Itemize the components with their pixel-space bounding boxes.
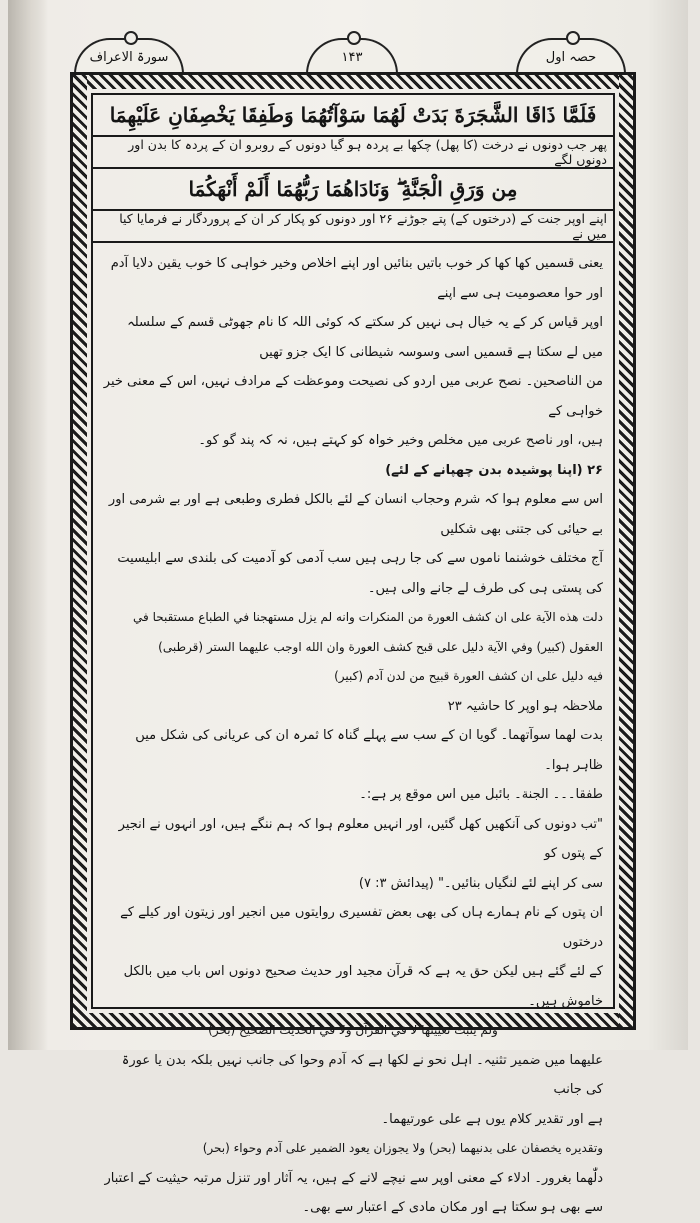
page-number: ۱۴۳ — [341, 49, 363, 65]
bible-quote-line: "تب دونوں کی آنکھیں کھل گئیں، اور انہیں معلوم ہوا کہ ہم ننگے ہیں، اور انہوں نے انجیر کے پتوں کو — [118, 816, 603, 861]
cross-reference-line: ملاحظہ ہو اوپر کا حاشیہ ۲۳ — [447, 698, 603, 714]
ornament-finial — [347, 31, 361, 45]
ornament-finial — [124, 31, 138, 45]
header-ornament-left — [74, 38, 184, 74]
commentary-line: دلّٰهما بغرور۔ ادلاء کے معنی اوپر سے نیچے لانے کے ہیں، یہ آثار اور تنزل مرتبہ حیثیت کے اعتبار — [104, 1170, 603, 1186]
book-page — [8, 0, 688, 1215]
bible-quote-line: سی کر اپنے لئے لنگیاں بنائیں۔" (پیدائش ۳: ۷) — [358, 875, 603, 891]
translation-2: اپنے اوپر جنت کے (درختوں کے) پتے جوڑنے ۲۶ اور دونوں کو پکار کر ان کے پروردگار نے فرمایا کیا میں نے — [93, 211, 613, 243]
frame-border-right — [619, 75, 633, 1027]
commentary-line: یعنی قسمیں کھا کھا کر خوب باتیں بنائیں اور اپنے اخلاص وخیر خواہی کا خوب یقین دلایا آدم اور حوا معصومیت ہی سے اپنے — [110, 256, 603, 301]
commentary-line: سے بھی ہو سکتا ہے اور مکان مادی کے اعتبار سے بھی۔ — [302, 1200, 603, 1215]
header-ornament-center — [306, 38, 398, 74]
commentary-line: من الناصحین۔ نصح عربی میں اردو کی نصیحت وموعظت کے مرادف نہیں، اس کے معنی خیر خواہی کے — [103, 374, 603, 419]
commentary-line: اوپر قیاس کر کے یہ خیال ہی نہیں کر سکتے کہ کوئی اللہ کا نام جھوٹی قسم کے سلسلہ میں لے سکتا ہے قسمیں اسی وسوسہ شیطانی کا ایک جزو تھیں — [127, 315, 603, 360]
decorative-frame — [70, 72, 636, 1215]
commentary-line: طفقا۔۔۔ الجنة۔ بائبل میں اس موقع پر ہے:۔ — [359, 787, 603, 802]
arabic-verse-1: فَلَمَّا ذَاقَا الشَّجَرَةَ بَدَتْ لَهُمَا سَوْآتُهُمَا وَطَفِقَا يَخْصِفَانِ عَلَيْهِمَا — [93, 95, 613, 137]
commentary-line: ان پتوں کے نام ہمارے ہاں کی بھی بعض تفسیری روایتوں میں انجیر اور زیتون اور کیلے کے درختوں — [120, 905, 603, 950]
commentary-line: بدت لهما سوآتهما۔ گویا ان کے سب سے پہلے گناہ کا ثمرہ ان کی عریانی کی شکل میں ظاہر ہوا۔ — [135, 728, 603, 773]
commentary-body — [93, 243, 613, 1223]
frame-border-left — [73, 75, 87, 1027]
arabic-quote-line: العقول (کبیر) وفي الآية دليل على قبح كشف العورة وان الله اوجب عليهما الستر (قرطبی) — [158, 639, 603, 654]
arabic-quote-line: فيه دليل على ان كشف العورة قبيح من لدن آدم (کبیر) — [334, 669, 603, 683]
commentary-line: اس سے معلوم ہوا کہ شرم وحجاب انسان کے لئے بالکل فطری وطبعی ہے اور بے شرمی اور بے حیائی کی جتنی بھی شکلیں — [108, 492, 603, 537]
commentary-line: ہے اور تقدیر کلام یوں ہے علی عورتیهما۔ — [381, 1111, 603, 1127]
text-panel — [91, 93, 615, 1215]
surah-label: سورۃ الاعراف — [89, 49, 169, 65]
arabic-quote-line: وتقديره يخصفان على بدنيهما (بحر) ولا يجوزان يعود الضمير على آدم وحواء (بحر) — [202, 1141, 603, 1155]
arabic-quote-line: ولم يثبت تعيينها لا في القرآن ولا في الحديث الصحيح (بحر) — [208, 1023, 498, 1037]
translation-1: پھر جب دونوں نے درخت (کا پھل) چکھا بے پردہ ہو گیا دونوں کے روبرو ان کے پردہ کا بدن اور دونوں لگے — [93, 137, 613, 169]
commentary-line: آج مختلف خوشنما ناموں سے کی جا رہی ہیں سب آدمی کو آدمیت کی بلندی سے ابلیسیت کی پستی ہی کی طرف لے جانے والی ہیں۔ — [117, 551, 603, 596]
commentary-line: کے لئے گئے ہیں لیکن حق یہ ہے کہ قرآن مجید اور حدیث صحیح دونوں اس باب میں بالکل خاموش ہیں۔ — [123, 964, 603, 1009]
footnote-heading: ۲۶ (اپنا پوشیدہ بدن چھپانے کے لئے) — [385, 462, 603, 478]
book-gutter — [8, 0, 48, 1050]
ornament-finial — [566, 31, 580, 45]
arabic-quote-line: دلت هذه الآية على ان كشف العورة من المنكرات وانه لم يزل مستهجنا في الطباع مستقبحا في — [133, 610, 603, 624]
arabic-verse-2: مِن وَرَقِ الْجَنَّةِ ۖ وَنَادَاهُمَا رَبُّهُمَا أَلَمْ أَنْهَكُمَا — [93, 169, 613, 211]
commentary-line: علیھما میں ضمیر تثنیہ۔ اہل نحو نے لکھا ہے کہ آدم وحوا کی جانب نہیں بلکہ بدن یا عورۃ کی جانب — [121, 1052, 603, 1097]
header-ornament-right — [516, 38, 626, 74]
commentary-line: ہیں، اور ناصح عربی میں مخلص وخیر خواہ کو کہتے ہیں، نہ کہ پند گو کو۔ — [198, 433, 603, 448]
frame-border-top — [73, 75, 633, 89]
part-label: حصہ اول — [545, 49, 597, 65]
